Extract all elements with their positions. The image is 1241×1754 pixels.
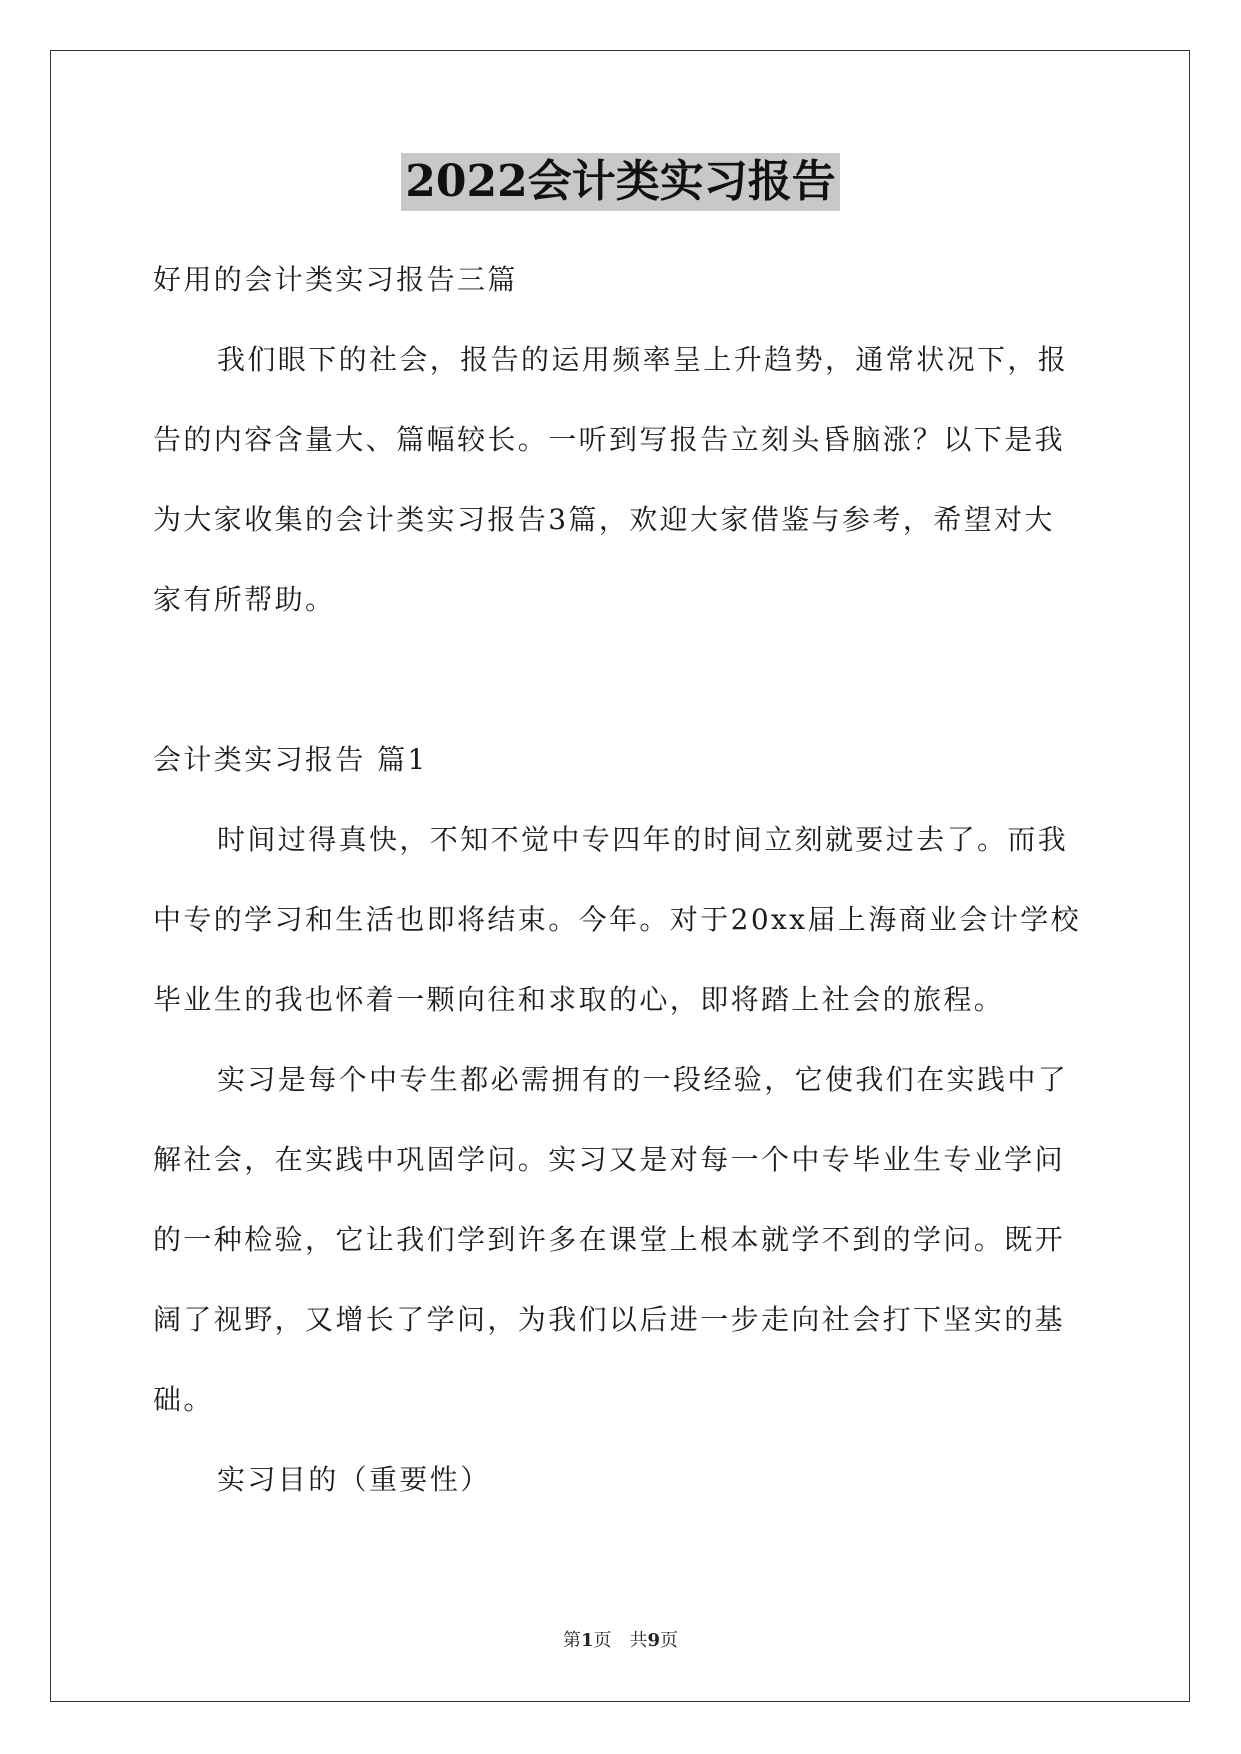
para1-line-2: 中专的学习和生活也即将结束。今年。对于20xx届上海商业会计学校 (153, 903, 1082, 936)
page-prefix: 第 (562, 1630, 581, 1651)
page-number: 1 (580, 1630, 594, 1651)
para1-line-1: 时间过得真快，不知不觉中专四年的时间立刻就要过去了。而我 (217, 823, 1069, 856)
intro-line-4: 家有所帮助。 (153, 583, 336, 616)
para1-line-3: 毕业生的我也怀着一颗向往和求取的心，即将踏上社会的旅程。 (153, 983, 1005, 1016)
para2-line-4: 阔了视野，又增长了学问，为我们以后进一步走向社会打下坚实的基 (153, 1303, 1066, 1336)
intro-line-2: 告的内容含量大、篇幅较长。一听到写报告立刻头昏脑涨？以下是我 (153, 423, 1066, 456)
para2-line-5: 础。 (153, 1383, 214, 1416)
total-pages: 9 (647, 1630, 661, 1651)
title-container (0, 153, 1241, 211)
para2-line-3: 的一种检验，它让我们学到许多在课堂上根本就学不到的学问。既开 (153, 1223, 1066, 1256)
section-heading: 会计类实习报告 篇1 (153, 743, 428, 776)
paragraph-gap (153, 640, 1093, 720)
document-body (153, 240, 1093, 1520)
total-suffix: 页 (660, 1630, 679, 1651)
para2-line-1: 实习是每个中专生都必需拥有的一段经验，它使我们在实践中了 (217, 1063, 1069, 1096)
document-title: 2022会计类实习报告 (401, 153, 839, 211)
para3-line-1: 实习目的（重要性） (217, 1463, 491, 1496)
document-subtitle: 好用的会计类实习报告三篇 (153, 263, 518, 296)
para2-line-2: 解社会，在实践中巩固学问。实习又是对每一个中专毕业生专业学问 (153, 1143, 1066, 1176)
page-footer (0, 1626, 1241, 1652)
total-prefix: 共 (629, 1630, 648, 1651)
page-suffix: 页 (593, 1630, 612, 1651)
intro-line-3: 为大家收集的会计类实习报告3篇，欢迎大家借鉴与参考，希望对大 (153, 503, 1055, 536)
intro-line-1: 我们眼下的社会，报告的运用频率呈上升趋势，通常状况下，报 (217, 343, 1069, 376)
